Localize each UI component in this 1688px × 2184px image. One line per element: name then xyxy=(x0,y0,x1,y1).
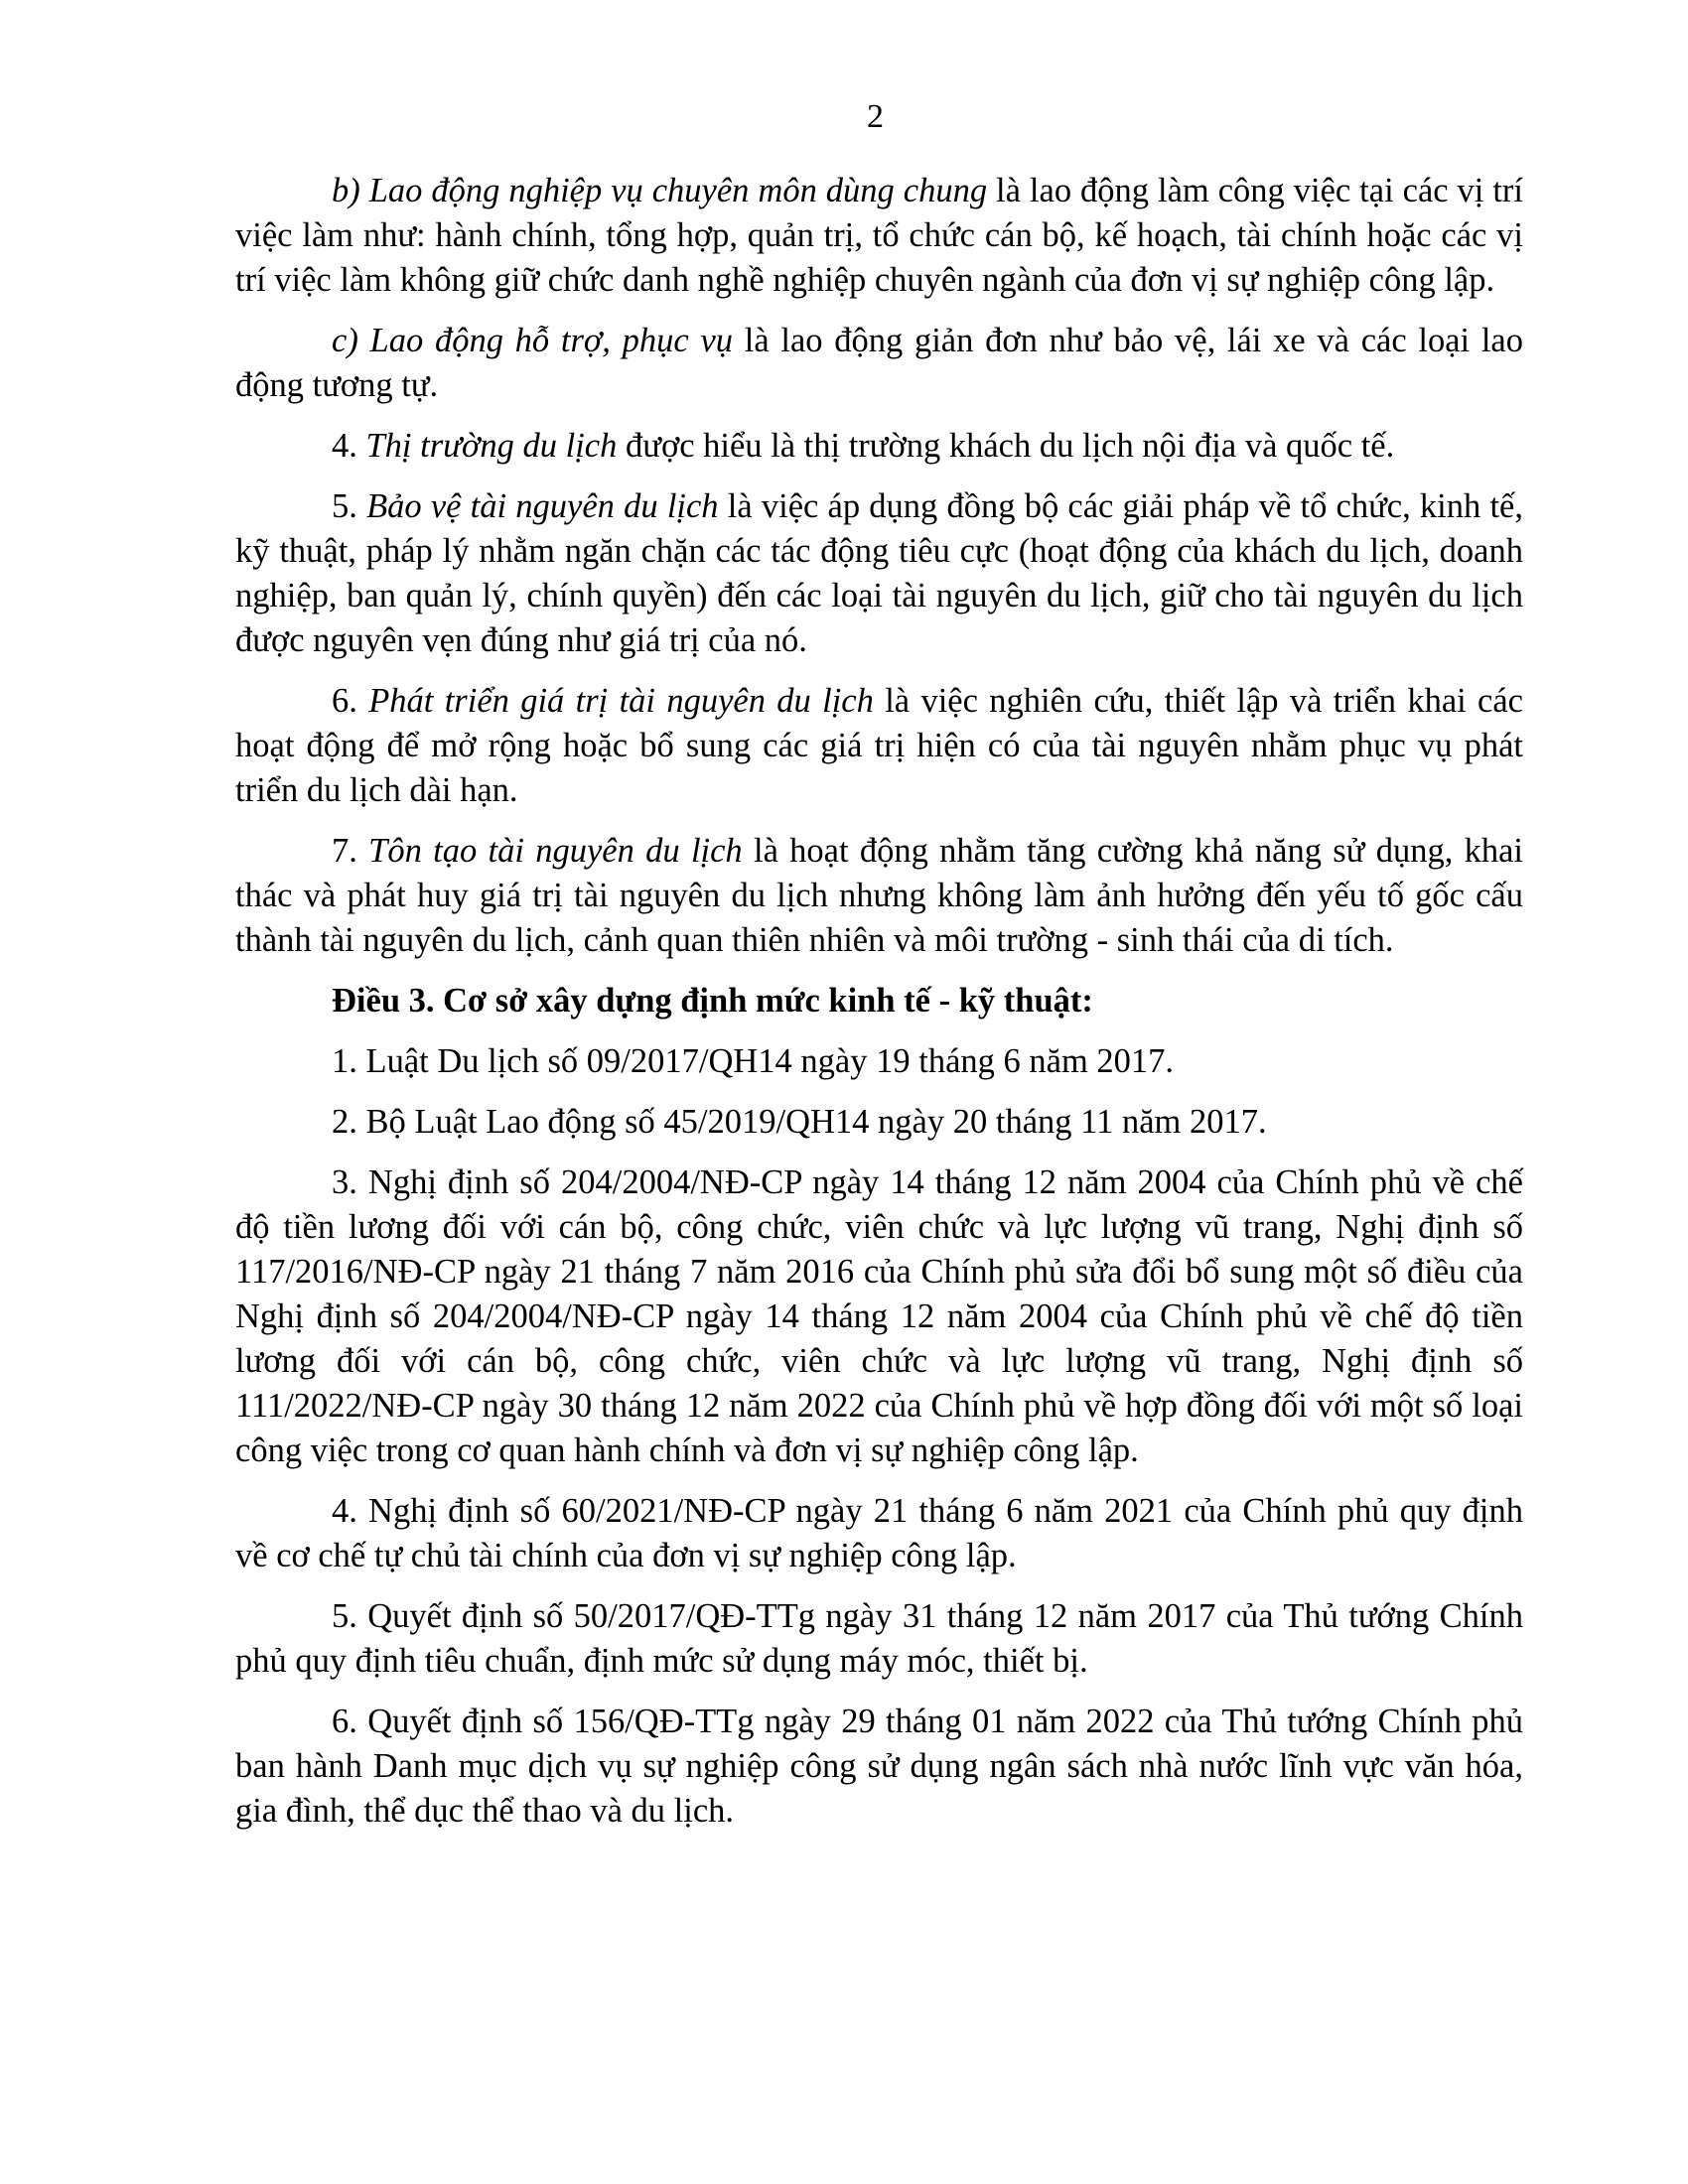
item-number: 5. xyxy=(332,487,367,525)
term-label: Tôn tạo tài nguyên du lịch xyxy=(368,832,743,870)
definition-text: là lao động giản đơn như bảo vệ, lái xe và các loại lao động tương tự. xyxy=(235,322,1523,404)
article-3-item-3: 3. Nghị định số 204/2004/NĐ-CP ngày 14 tháng 12 năm 2004 của Chính phủ về chế độ tiền lương đối với cán bộ, công chức, viên chức và lực lượng vũ trang, Nghị định số 117/2016/NĐ-CP ngày 21 tháng 7 năm 2016 của Chính phủ sửa đổi bổ sung một số điều của Nghị định số 204/2004/NĐ-CP ngày 14 tháng 12 năm 2004 của Chính phủ về chế độ tiền lương đối với cán bộ, công chức, viên chức và lực lượng vũ trang, Nghị định số 111/2022/NĐ-CP ngày 30 tháng 12 năm 2022 của Chính phủ về hợp đồng đối với một số loại công việc trong cơ quan hành chính và đơn vị sự nghiệp công lập. xyxy=(235,1163,1523,1469)
term-label: c) Lao động hỗ trợ, phục vụ xyxy=(332,322,734,359)
paragraph-3c xyxy=(235,319,1523,408)
term-label: b) Lao động nghiệp vụ chuyên môn dùng chung xyxy=(332,172,988,209)
definition-text: là việc áp dụng đồng bộ các giải pháp về tổ chức, kinh tế, kỹ thuật, pháp lý nhằm ngăn chặn các tác động tiêu cực (hoạt động của khách du lịch, doanh nghiệp, ban quản lý, chính quyền) đến các loại tài nguyên du lịch, giữ cho tài nguyên du lịch được nguyên vẹn đúng như giá trị của nó. xyxy=(235,487,1523,659)
definition-text: là hoạt động nhằm tăng cường khả năng sử dụng, khai thác và phát huy giá trị tài nguyên du lịch nhưng không làm ảnh hưởng đến yếu tố gốc cấu thành tài nguyên du lịch, cảnh quan thiên nhiên và môi trường - sinh thái của di tích. xyxy=(235,832,1524,959)
page-number: 2 xyxy=(867,98,884,135)
document-body xyxy=(235,169,1523,1849)
item-number: 7. xyxy=(332,832,369,870)
term-label: Phát triển giá trị tài nguyên du lịch xyxy=(368,682,874,720)
article-3-item-5: 5. Quyết định số 50/2017/QĐ-TTg ngày 31 tháng 12 năm 2017 của Thủ tướng Chính phủ quy định tiêu chuẩn, định mức sử dụng máy móc, thiết bị. xyxy=(235,1597,1523,1680)
paragraph-7 xyxy=(235,829,1523,963)
paragraph-3b xyxy=(235,169,1523,303)
article-3-heading: Điều 3. Cơ sở xây dựng định mức kinh tế - kỹ thuật: xyxy=(332,982,1093,1020)
article-3-item-1: 1. Luật Du lịch số 09/2017/QH14 ngày 19 tháng 6 năm 2017. xyxy=(332,1042,1175,1080)
article-3-item-6: 6. Quyết định số 156/QĐ-TTg ngày 29 tháng 01 năm 2022 của Thủ tướng Chính phủ ban hành Danh mục dịch vụ sự nghiệp công sử dụng ngân sách nhà nước lĩnh vực văn hóa, gia đình, thể dục thể thao và du lịch. xyxy=(235,1703,1523,1830)
paragraph-6 xyxy=(235,679,1523,813)
definition-text: là lao động làm công việc tại các vị trí việc làm như: hành chính, tổng hợp, quản trị, tổ chức cán bộ, kế hoạch, tài chính hoặc các vị trí việc làm không giữ chức danh nghề nghiệp chuyên ngành của đơn vị sự nghiệp công lập. xyxy=(235,172,1524,299)
item-number: 4. xyxy=(332,427,366,465)
paragraph-5 xyxy=(235,484,1523,663)
term-label: Thị trường du lịch xyxy=(365,427,618,465)
definition-text: được hiểu là thị trường khách du lịch nội địa và quốc tế. xyxy=(617,427,1395,465)
article-3-item-4: 4. Nghị định số 60/2021/NĐ-CP ngày 21 tháng 6 năm 2021 của Chính phủ quy định về cơ chế tự chủ tài chính của đơn vị sự nghiệp công lập. xyxy=(235,1492,1523,1574)
item-number: 6. xyxy=(332,682,369,720)
term-label: Bảo vệ tài nguyên du lịch xyxy=(366,487,719,525)
definition-text: là việc nghiên cứu, thiết lập và triển khai các hoạt động để mở rộng hoặc bổ sung các giá trị hiện có của tài nguyên nhằm phục vụ phát triển du lịch dài hạn. xyxy=(235,682,1523,809)
article-3-item-2: 2. Bộ Luật Lao động số 45/2019/QH14 ngày 20 tháng 11 năm 2017. xyxy=(332,1103,1267,1141)
paragraph-4 xyxy=(235,424,1523,469)
